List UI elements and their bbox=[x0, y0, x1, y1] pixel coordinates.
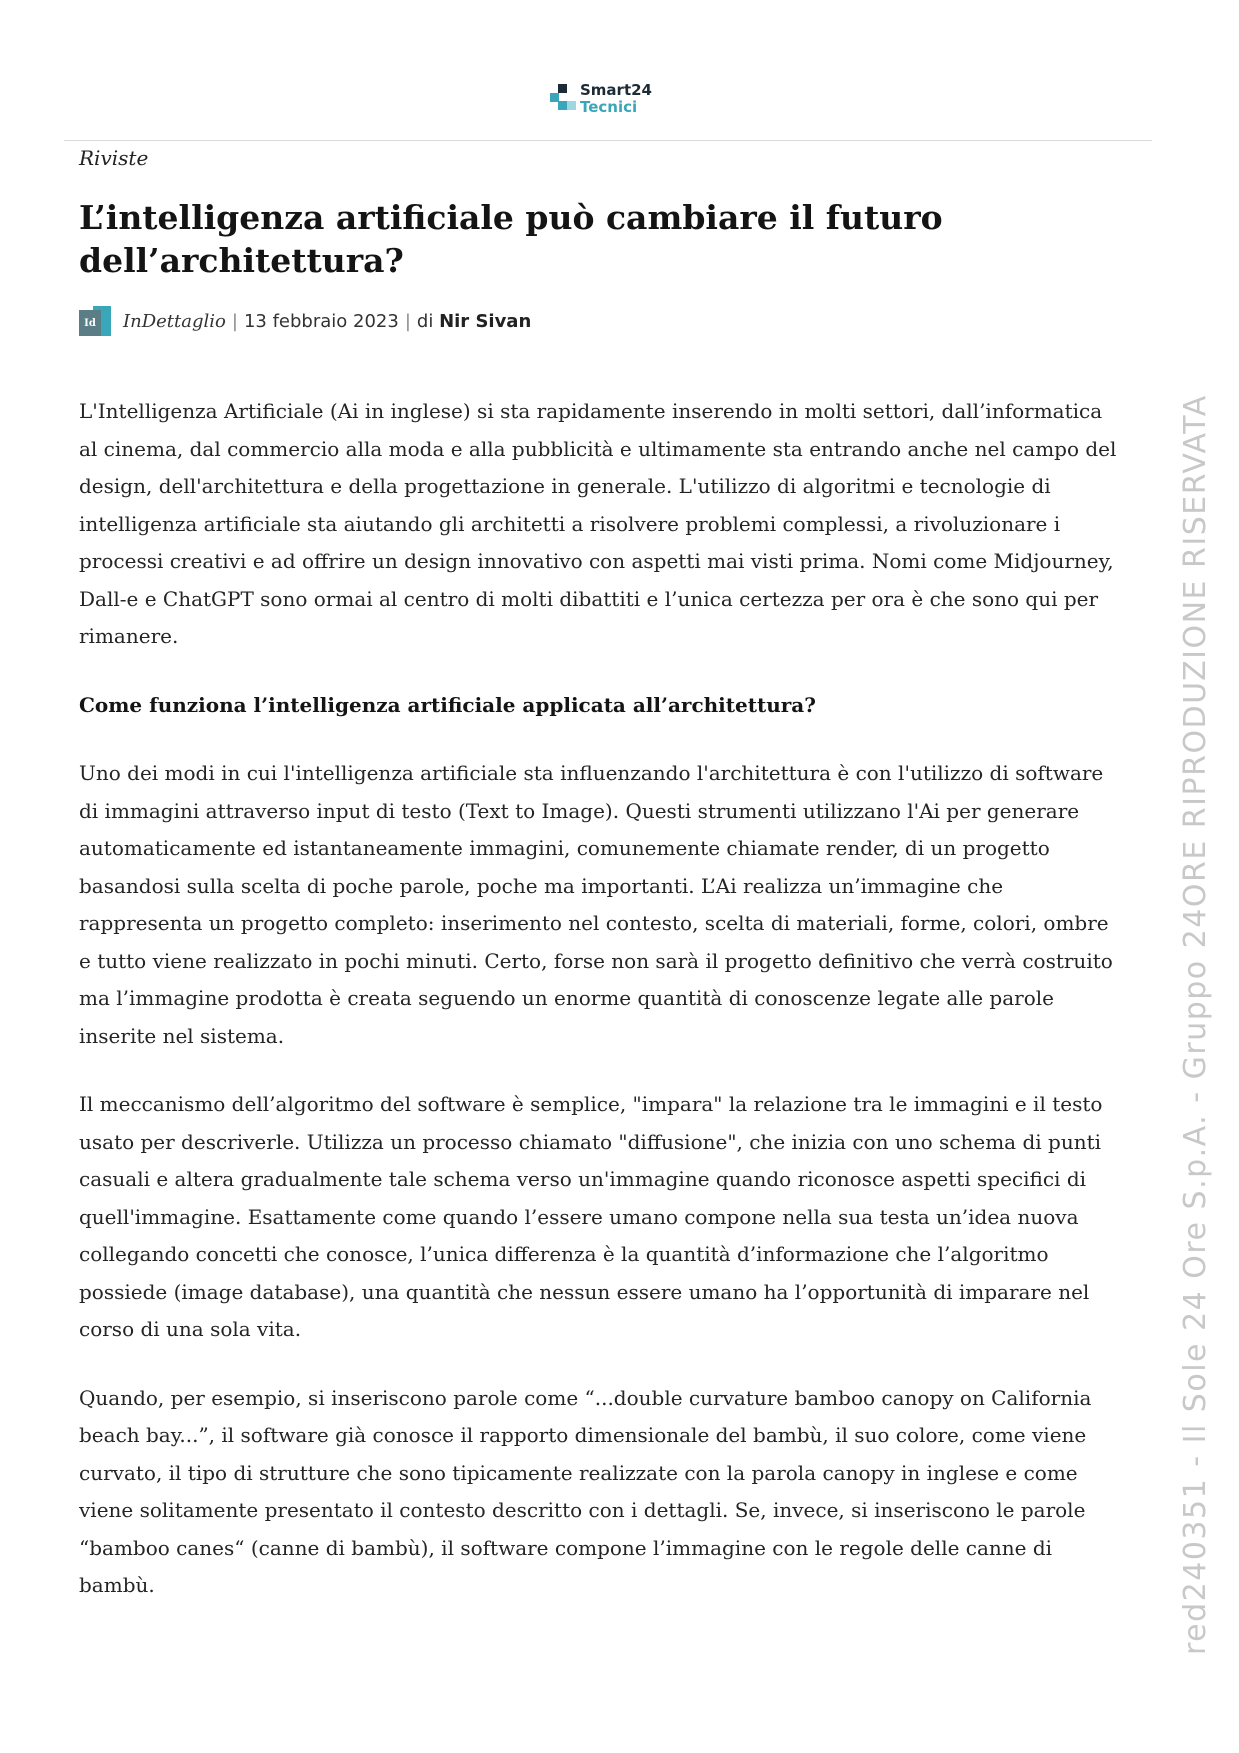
paragraph: Uno dei modi in cui l'intelligenza artificiale sta influenzando l'architettura è con l'utilizzo di software di immagini attraverso input di testo (Text to Image). Questi strumenti utilizzano l'Ai per generare automaticamente ed istantaneamente immagini, comunemente chiamate render, di un progetto basandosi sulla scelta di poche parole, poche ma importanti. L’Ai realizza un’immagine che rappresenta un progetto completo: inserimento nel contesto, scelta di materiali, forme, colori, ombre e tutto viene realizzato in pochi minuti. Certo, forse non sarà il progetto definitivo che verrà costruito ma l’immagine prodotta è creata seguendo un enorme quantità di conoscenze legate alle parole inserite nel sistema. bbox=[79, 761, 1113, 1048]
logo-squares-icon bbox=[550, 84, 576, 118]
copyright-watermark: red240351 - Il Sole 24 Ore S.p.A. - Gruppo 24ORE RIPRODUZIONE RISERVATA bbox=[1178, 394, 1213, 1655]
logo-line-2: Tecnici bbox=[580, 98, 638, 116]
logo-wordmark bbox=[580, 82, 652, 116]
masthead bbox=[64, 60, 1152, 141]
byline-separator: | bbox=[404, 310, 411, 332]
article-title: L’intelligenza artificiale può cambiare il futuro dell’architettura? bbox=[79, 198, 943, 280]
publication-name[interactable]: InDettaglio bbox=[123, 310, 226, 332]
publication-logo-icon bbox=[79, 306, 111, 336]
publish-date: 13 febbraio 2023 bbox=[243, 310, 399, 332]
paragraph: Il meccanismo dell’algoritmo del software è semplice, "impara" la relazione tra le immagini e il testo usato per descriverle. Utilizza un processo chiamato "diffusione", che inizia con uno schema di punti casuali e altera gradualmente tale schema verso un'immagine quando riconosce aspetti specifici di quell'immagine. Esattamente come quando l’essere umano compone nella sua testa un’idea nuova collegando concetti che conosce, l’unica differenza è la quantità d’informazione che l’algoritmo possiede (image database), una quantità che nessun essere umano ha l’opportunità di imparare nel corso di una sola vita. bbox=[79, 1092, 1103, 1341]
section-label[interactable]: Riviste bbox=[79, 146, 149, 170]
subheading: Come funziona l’intelligenza artificiale applicata all’architettura? bbox=[79, 692, 816, 717]
logo-line-1: Smart24 bbox=[580, 81, 652, 99]
byline-separator: | bbox=[231, 310, 238, 332]
article-body bbox=[79, 393, 1119, 1636]
byline-by: di bbox=[416, 310, 434, 332]
smart24-tecnici-logo[interactable] bbox=[550, 82, 670, 122]
paragraph: L'Intelligenza Artificiale (Ai in inglese) si sta rapidamente inserendo in molti settori, dall’informatica al cinema, dal commercio alla moda e alla pubblicità e ultimamente sta entrando anche nel campo del design, dell'architettura e della progettazione in generale. L'utilizzo di algoritmi e tecnologie di intelligenza artificiale sta aiutando gli architetti a risolvere problemi complessi, a rivoluzionare i processi creativi e ad offrire un design innovativo con aspetti mai visti prima. Nomi come Midjourney, Dall-e e ChatGPT sono ormai al centro di molti dibattiti e l’unica certezza per ora è che sono qui per rimanere. bbox=[79, 399, 1117, 648]
publication-logo-text: Id bbox=[79, 310, 101, 336]
author-name[interactable]: Nir Sivan bbox=[439, 310, 532, 332]
byline bbox=[79, 306, 531, 336]
paragraph: Quando, per esempio, si inseriscono parole come “...double curvature bamboo canopy on California beach bay...”, il software già conosce il rapporto dimensionale del bambù, il suo colore, come viene curvato, il tipo di strutture che sono tipicamente realizzate con la parola canopy in inglese e come viene solitamente presentato il contesto descritto con i dettagli. Se, invece, si inseriscono le parole “bamboo canes“ (canne di bambù), il software compone l’immagine con le regole delle canne di bambù. bbox=[79, 1385, 1092, 1597]
